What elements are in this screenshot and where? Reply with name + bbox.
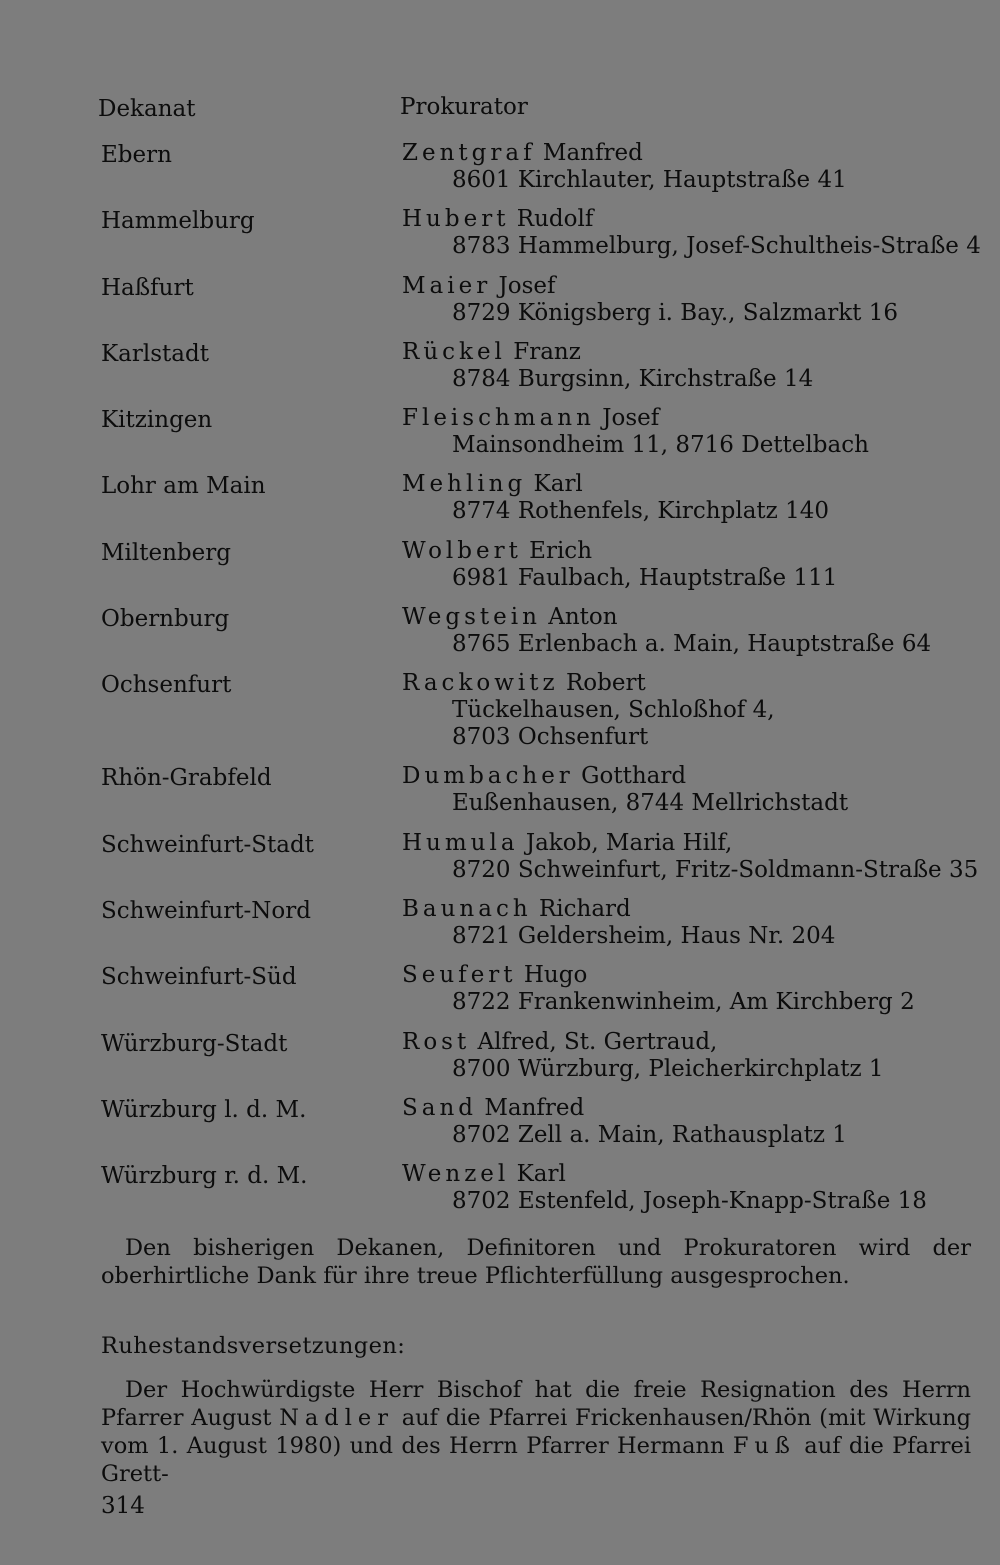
prokurator-given-name: Franz [513, 338, 581, 365]
dekanat-name: Karlstadt [101, 340, 209, 367]
prokurator-surname: Wegstein [402, 604, 541, 631]
prokurator-block [402, 206, 981, 260]
thanks-paragraph: Den bisherigen Dekanen, Definitoren und Prokuratoren wird der oberhirtliche Dank für ihre treue Pflichterfüllung ausgesprochen. [101, 1235, 971, 1289]
prokurator-block [402, 1161, 927, 1215]
dekanat-name: Lohr am Main [101, 473, 266, 500]
prokurator-block [402, 471, 829, 525]
prokurator-name [402, 1161, 927, 1188]
prokurator-surname: Baunach [402, 895, 532, 922]
prokurator-surname: Zentgraf [402, 140, 536, 166]
prokurator-given-name: Rudolf [516, 206, 594, 233]
entry-row [0, 604, 1000, 670]
prokurator-address: 8720 Schweinfurt, Fritz-Soldmann-Straße 35 [452, 856, 979, 883]
entry-row [0, 273, 1000, 339]
dekanat-name: Rhön-Grabfeld [101, 765, 272, 792]
prokurator-address: 6981 Faulbach, Hauptstraße 111 [452, 564, 838, 591]
entry-row [0, 763, 1000, 829]
prokurator-surname: Sand [402, 1094, 478, 1121]
retirement-name-1: Nadler [279, 1405, 394, 1431]
prokurator-block [402, 896, 835, 950]
prokurator-name [402, 962, 915, 989]
entry-row [0, 1161, 1000, 1227]
prokurator-address: 8765 Erlenbach a. Main, Hauptstraße 64 [452, 631, 932, 658]
prokurator-given-name: Karl [533, 471, 583, 498]
dekanat-name: Ebern [101, 142, 172, 168]
entry-row [0, 471, 1000, 537]
prokurator-block [402, 1095, 847, 1149]
prokurator-block [402, 670, 775, 751]
prokurator-block [402, 604, 931, 658]
prokurator-address: Mainsondheim 11, 8716 Dettelbach [452, 432, 869, 459]
prokurator-surname: Maier [402, 272, 492, 299]
prokurator-given-name: Josef [602, 405, 660, 432]
column-header-dekanat: Dekanat [98, 96, 196, 122]
dekanat-name: Schweinfurt-Stadt [101, 831, 314, 858]
dekanat-name: Haßfurt [101, 274, 194, 301]
prokurator-address: Eußenhausen, 8744 Mellrichstadt [452, 790, 849, 817]
prokurator-given-name: Erich [529, 537, 593, 564]
prokurator-given-name: Karl [516, 1161, 566, 1188]
prokurator-given-name: Hugo [523, 962, 588, 989]
prokurator-given-name: Anton [548, 604, 618, 631]
prokurator-address: 8722 Frankenwinheim, Am Kirchberg 2 [452, 989, 915, 1016]
entry-row [0, 670, 1000, 763]
prokurator-address: 8783 Hammelburg, Josef-Schultheis-Straße 4 [452, 233, 981, 260]
prokurator-block [402, 763, 848, 817]
prokurator-address: 8729 Königsberg i. Bay., Salzmarkt 16 [452, 299, 898, 326]
dekanat-name: Obernburg [101, 606, 230, 633]
prokurator-address: 8784 Burgsinn, Kirchstraße 14 [452, 365, 814, 392]
prokurator-name [402, 604, 931, 631]
entry-row [0, 206, 1000, 272]
retirement-text-3: auf die Pfarrei Grett- [101, 1433, 972, 1487]
prokurator-surname: Rückel [402, 338, 506, 365]
page-number: 314 [101, 1493, 145, 1519]
prokurator-name [402, 206, 981, 233]
dekanat-name: Miltenberg [101, 539, 231, 566]
prokurator-surname: Seufert [402, 962, 517, 989]
prokurator-block [402, 339, 813, 393]
prokurator-surname: Wenzel [402, 1161, 510, 1188]
prokurator-surname: Rackowitz [402, 670, 559, 697]
prokurator-given-name: Manfred [542, 140, 643, 166]
prokurator-name [402, 763, 848, 790]
dekanat-name: Hammelburg [101, 208, 255, 235]
prokurator-block [402, 273, 898, 327]
prokurator-name [402, 273, 898, 300]
section-heading-retirement: Ruhestandsversetzungen: [101, 1333, 406, 1359]
dekanat-name: Würzburg-Stadt [101, 1030, 288, 1057]
retirement-name-2: Fuß [732, 1433, 796, 1459]
prokurator-list [0, 140, 1000, 1227]
prokurator-surname: Dumbacher [402, 763, 574, 790]
prokurator-address: 8700 Würzburg, Pleicherkirchplatz 1 [452, 1055, 884, 1082]
retirement-paragraph [101, 1376, 971, 1488]
prokurator-name [402, 471, 829, 498]
prokurator-name [402, 538, 837, 565]
retirement-text-1: Der Hochwürdigste Herr Bischof hat die freie Resignation des Herrn Pfarrer August [101, 1377, 971, 1431]
prokurator-block [402, 538, 837, 592]
prokurator-name [402, 830, 978, 857]
prokurator-address: 8703 Ochsenfurt [452, 724, 649, 751]
prokurator-given-name: Jakob, Maria Hilf, [525, 829, 733, 856]
prokurator-surname: Humula [402, 829, 519, 856]
prokurator-given-name: Manfred [484, 1094, 585, 1121]
prokurator-address: 8721 Geldersheim, Haus Nr. 204 [452, 922, 836, 949]
entry-row [0, 1029, 1000, 1095]
prokurator-surname: Mehling [402, 471, 527, 498]
prokurator-name [402, 140, 847, 167]
entry-row [0, 896, 1000, 962]
entry-row [0, 140, 1000, 206]
entry-row [0, 962, 1000, 1028]
prokurator-name [402, 1095, 847, 1122]
prokurator-address: 8702 Zell a. Main, Rathausplatz 1 [452, 1121, 847, 1148]
prokurator-given-name: Gotthard [581, 763, 687, 790]
prokurator-address: 8774 Rothenfels, Kirchplatz 140 [452, 498, 829, 525]
dekanat-name: Würzburg r. d. M. [101, 1163, 308, 1190]
entry-row [0, 538, 1000, 604]
prokurator-name [402, 405, 869, 432]
prokurator-surname: Hubert [402, 206, 510, 233]
prokurator-block [402, 1029, 884, 1083]
prokurator-block [402, 962, 915, 1016]
dekanat-name: Schweinfurt-Süd [101, 964, 297, 991]
entry-row [0, 830, 1000, 896]
prokurator-address: 8601 Kirchlauter, Hauptstraße 41 [452, 167, 847, 193]
prokurator-name [402, 1029, 884, 1056]
prokurator-name [402, 896, 835, 923]
prokurator-given-name: Alfred, St. Gertraud, [477, 1028, 718, 1055]
prokurator-name [402, 339, 813, 366]
retirement-text-2: auf die Pfarrei Frickenhausen/Rhön (mit Wirkung vom 1. August 1980) und des Herrn Pfarrer Hermann [101, 1405, 971, 1459]
prokurator-surname: Wolbert [402, 537, 522, 564]
entry-row [0, 405, 1000, 471]
dekanat-name: Schweinfurt-Nord [101, 897, 311, 924]
prokurator-block [402, 405, 869, 459]
prokurator-surname: Rost [402, 1028, 471, 1055]
dekanat-name: Ochsenfurt [101, 672, 232, 699]
dekanat-name: Kitzingen [101, 407, 213, 434]
prokurator-block [402, 830, 978, 884]
column-header-prokurator: Prokurator [400, 94, 528, 120]
prokurator-address: Tückelhausen, Schloßhof 4, [452, 697, 775, 724]
dekanat-name: Würzburg l. d. M. [101, 1096, 307, 1123]
entry-row [0, 339, 1000, 405]
prokurator-given-name: Robert [565, 670, 646, 697]
prokurator-given-name: Richard [538, 895, 631, 922]
prokurator-given-name: Josef [498, 272, 556, 299]
prokurator-name [402, 670, 775, 697]
prokurator-address: 8702 Estenfeld, Joseph-Knapp-Straße 18 [452, 1188, 927, 1215]
prokurator-surname: Fleischmann [402, 405, 595, 432]
prokurator-block [402, 140, 847, 194]
entry-row [0, 1095, 1000, 1161]
